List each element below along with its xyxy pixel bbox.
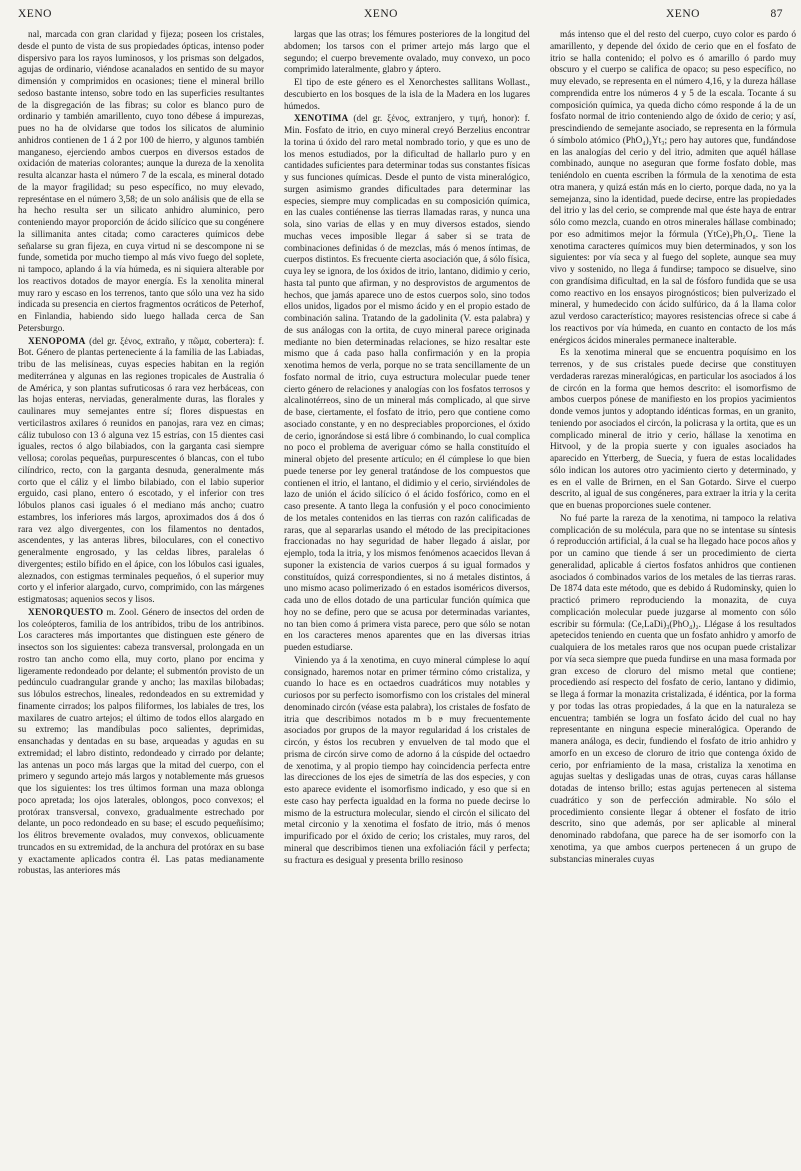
paragraph [18, 608, 264, 878]
paragraph-text: largas que las otras; los fémures posteriores de la longitud del abdomen; los tarsos con el primer artejo más largo que el segundo; el cuerpo brevemente ovalado, muy convexo, un poco comprimido lateralmente, glabro y áptero. [284, 30, 530, 76]
paragraph-text: nal, marcada con gran claridad y fijeza; poseen los cristales, desde el punto de vista de sus propiedades ópticas, intenso poder dispersivo para los rayos luminosos, y los prismas son delgados, agujas de ordinario, viéndose acanalados en sentido de su mayor dimensión y comprimidos en ocasiones; tiene el mineral brillo sedoso bastante intenso, sobre todo en las superficies resultantes de la disgregación de las fibras; su color es blanco puro de ordinario y también amarillento, cuyo tono débese á impurezas, pues no ha de olvidarse que todos los silicatos de aluminio anhidros contienen de 1 á 2 por 100 de hierro, y algunos también manganeso, ejerciendo ambos cuerpos en diversos estados de oxidación de materias colorantes; aunque la dureza de la xenolita resulta alcanzar hasta el número 7 de la escala, es mineral dotado de la mayor fragilidad; su peso específico, no muy elevado, represéntase en el número 3,58; de un solo análisis que de ella se ha hecho resulta ser un silicato anhidro aluminico, pero conteniendo mayor proporción de ácido silícico que su congénere la sillimanita antes citada; como caracteres químicos debe señalarse su gran fijeza, en cuya virtud ni se descompone ni se funde, sometida por mucho tiempo al más vivo fuego del soplete, ni tampoco, aplando á la vía húmeda, es ni siquiera alterable por los reactivos dotados de mayor energía. Es la xenolita mineral muy raro y escaso en los terrenos, tanto que sólo una vez ha sido indicada su presencia en ciertos fragmentos ocráticos de Peterhof, en Finlandia, habiendo sido luego hallada cerca de San Petersburgo. [18, 30, 264, 334]
paragraph [550, 348, 796, 513]
paragraph [284, 78, 530, 113]
paragraph-text: El tipo de este género es el Xenorchestes sallitans Wollast., descubierto en los bosques de la isla de la Madera en los lugares húmedos. [284, 78, 530, 112]
paragraph [284, 30, 530, 77]
header-right-word: XENO [666, 8, 700, 20]
paragraph-text: (del gr. ξένος, extranjero, y τιμή, honor): f. Min. Fosfato de itrio, en cuyo mineral creyó Berzelius encontrar la torina ú óxido del raro metal nombrado torio, y que es uno de los menos estudiados, por la dificultad de hallarlo puro y en cantidades suficientes para determinar todas sus constantes físicas y sus funciones químicas. Desde el punto de vista mineralógico, surgen asimismo grandes dificultades para determinar las especies, siempre muy complicadas en su composición química, en las cuales contiénense las tierras llamadas raras, y nunca una sola, sino varias de ellas y en muy diversos estados, siendo muchas veces imposible llegar á saber si se trata de combinaciones definidas ó de mezclas, más ó menos íntimas, de cuerpos distintos. Es frecuente cierta asociación que, á sólo física, cuya ley se ignora, de los óxidos de itrio, lantano, didimio y cerio, hasta tal punto que afirman, y no desprovistos de argumentos de hechos, que jamás aparece uno de estos cuerpos solo, sino todos ellos unidos, ligados por el mismo ácido y en el propio estado de combinación salina. Tratando de la gadolinita (V. esta palabra) y de sus análogas con la ortita, de cuyo mineral parece originada mediante no bien determinadas relaciones, se hizo resaltar este mismo que á cada paso halla confirmación y en la propia xenotima hemos de verla, porque no se trata sencillamente de un fosfato normal de itrio, cuya estructura molecular puede tener cierto género de relaciones y analogías con los fosfatos terrosos y alcalinotérreos, sino de un mineral más complicado, al que sirve de base, ciertamente, el fosfato de itrio, pero que contiene como asociado constante, y en no despreciables proporciones, el óxido de cerio, ignorándose si está libre ó combinando, lo cual complica no poco el problema de averiguar cómo se halla constituído el mineral objeto del presente artículo; en él cúmplese lo que bien puede tenerse por ley general tratándose de los compuestos que contienen el itrio, el lantano, el didimio y el cerio, sirviéndoles de lazo de unión el ácido silícico ó el ácido fosfórico, como en el caso presente. A tanto llega la confusión y el poco conocimiento de los metales contenidos en las tierras con razón calificadas de raras, que al separarlas usando el método de las precipitaciones fraccionadas no hay seguridad de haber llegado á aislar, por ejemplo, toda la itria, y los mismos fenómenos acaecidos llevan á suponer la existencia de varios cuerpos á su igual formados y constituídos, quizá correspondientes, si no á metales distintos, á uno mismo acaso polimerizado ó en estados isoméricos diversos, cada uno de ellos dotado de una particular función química que hoy no se define, pero que se acusa por determinadas variantes, no tan bien como á primera vista parece, pero que sólo se notan en los caracteres menos aparentes que en las diversas itrias pueden estudiarse. [284, 114, 530, 653]
paragraph-text: (del gr. ξένος, extraño, y πῶμα, cobertera): f. Bot. Género de plantas perteneciente á la familia de las Labiadas, tribu de las melisíneas, cuyas especies habitan en la región mediterránea y algunas en las regiones tropicales de Australia ó de América, y son plantas sufruticosas ó rara vez herbáceas, con las hojas enteras, nerviadas, generalmente duras, las florales y caulinares muy semejantes entre sí; flores dispuestas en verticilastros axilares ó reunidos en panojas, rara vez en cimas; cáliz tubuloso con 13 ó alguna vez 15 estrías, con 15 dientes casi iguales, rectos ó algo bilabiados, con la garganta casi siempre vellosa; corolas pequeñas, purpurescentes ó blancas, con el tubo cilíndrico, recto, con la garganta desnuda, generalmente más corto que el cáliz y el limbo bilabiado, con el labio superior erguido, casi plano, entero ó escotado, y el inferior con tres lóbulos planos casi iguales ó el mediano más ancho; cuatro estambres, los inferiores más largos, aproximados dos á dos ó rara vez algo divergentes, con los filamentos no dentados, ascendentes, y las anteras libres, biloculares, con el conectivo generalmente engrosado, y las celdas libres, paralelas ó divergentes; estilo bífido en el ápice, con los lóbulos casi iguales, aleznados, con estigmas terminales pequeños, ó el superior muy corto y el inferior alargado, curvo, comprimido, con las márgenes estigmatosas; aquenios secos y lisos. [18, 336, 264, 605]
text-column-1 [18, 30, 264, 1164]
entry-headword: XENOTIMA [294, 114, 349, 125]
header-center-word: XENO [364, 8, 398, 20]
header-left-word: XENO [18, 8, 52, 20]
paragraph [550, 30, 796, 347]
paragraph [284, 656, 530, 868]
paragraph [284, 114, 530, 655]
running-header [18, 8, 783, 26]
entry-headword: XENORQUESTO [28, 607, 104, 618]
page-number: 87 [770, 8, 783, 20]
entry-headword: XENOPOMA [28, 336, 86, 347]
text-column-2 [284, 30, 530, 1164]
paragraph-text: No fué parte la rareza de la xenotima, ni tampoco la relativa complicación de su molécula, para que no se intentase su síntesis ó reproducción artificial, á la cual se ha llegado hace pocos años y por un camino que tiende á ser un procedimiento de cierta generalidad, aplicable á ciertos fosfatos anhidros que contienen asociados ó combinados varios de los metales de las tierras raras. De 1874 data este método, que es debido á Rudominsky, quien lo practicó primero reproduciendo la monazita, de cuya complicación molecular puede juzgarse al momento con sólo escribir su fórmula: (Ce,LaDi)₃(PhO₄)₂. Llégase á los resultados apetecidos teniendo en cuenta que un fosfato anhidro y amorfo de cualquiera de los metales raros que nos ocupan puede cristalizar por vía seca siempre que pueda fundirse en una masa formada por gran exceso de cloruro del mismo metal que contiene; procediendo así respecto del fosfato de cerio, lantano y didimio, se llega á formar la monazita cristalizada, é idéntica, por la forma y por todas las otras propiedades, á la que en la naturaleza se encuentra; también se logra un fosfato ácido del cual no hay representante en ninguna especie mineralógica. Operando de manera análoga, es decir, fundiendo el fosfato de itrio anhidro y amorfo en un exceso de cloruro de itrio que contenga óxido de cerio, por enfriamiento de la masa, cristaliza la xenotima en agujas sueltas y desligadas unas de otras, cuyas caras hállanse dotadas de intenso brillo; estas agujas pertenecen al sistema cuadrático y son de perfección admirable. No sólo el procedimiento consiente llegar á obtener el fosfato de itrio descrito, sino que además, por ser aplicable al mineral denominado rabdofana, que parece ha de ser isomorfo con la xenotima, ya que ambos cuerpos pertenecen á un grupo de substancias minerales cuyas [550, 513, 796, 865]
text-column-3 [550, 30, 796, 1164]
paragraph [18, 30, 264, 336]
paragraph-text: Viniendo ya á la xenotima, en cuyo mineral cúmplese lo aquí consignado, haremos notar en primer término cómo cristaliza, y cuando lo hace es en octaedros cuadráticos muy notables y curiosos por su perfecto isomorfismo con los cristales del mineral denominado circón (véase esta palabra), los cristales de fosfato de itria que describimos notados m b 𝔳 muy frecuentemente asociados por grupos de la mayor regularidad á los cristales de circón, y éstos los recubren y envuelven de tal modo que el prisma de circón sirve como de adorno á la cúspide del octaedro de xenotima, y al propio tiempo hay coincidencia perfecta entre las direcciones de los ejes de simetría de las dos especies, y con esto aparece evidente el isomorfismo indicado, y eso que si en este caso hay perfecta igualdad en la forma no puede decirse lo mismo de la estructura molecular, siendo el circón el silicato del metal circonio y la xenotima el fosfato de itrio, más ó menos impurificado por el óxido de cerio; los cristales, muy raros, del mineral que describimos tienen una exfoliación fácil y perfecta; su fractura es desigual y presenta brillo resinoso [284, 655, 530, 866]
paragraph [550, 514, 796, 867]
paragraph-text: más intenso que el del resto del cuerpo, cuyo color es pardo ó amarillento, y depende del óxido de cerio que en el fosfato de itrio se halla contenido; el polvo es ó amarillo ó pardo muy obscuro y el cuerpo se califica de opaco; su peso específico, no muy elevado, se representa en el número 4,16, y la dureza hállase comprendida entre los números 4 y 5 de la escala. Tocante á su composición química, ya queda dicho cómo responde á la de un fosfato normal de itrio conteniendo algo de óxido de cerio; y así, prescindiendo de semejante asociado, se representa en la fórmula ó símbolo atómico (PhO₄)₂Yt₃; pero hay autores que, fundándose en las analogías del cerio y del itrio, admiten que aquél hállase combinado, aunque no aseguran que forme fosfato doble, mas teniéndolo en cuenta escriben la fórmula de la xenotima de esta otra manera, y quizá están más en lo cierto, porque dada, no ya la semejanza, sino la identidad, puede decirse, entre las propiedades del itrio y las del cerio, se comprende mal que éste haya de entrar sólo como mezcla, cuando en otros minerales hállase combinado; por eso admitimos mejor la fórmula (YtCe)₃Ph₂O₈. Tiene la xenotima caracteres químicos muy bien determinados, y son los siguientes: por vía seca y al fuego del soplete, aunque sea muy vivo y sostenido, no llega á fundirse; tampoco se disuelve, sino con grandísima dificultad, en la sal de fósforo fundida que se usa como reactivo en los ensayos pirognósticos; bien pulverizado el mineral, y humedecido con ácido sulfúrico, da á la llama color azul verdoso característico; mayores resistencias ofrece si cabe á los reactivos por vía húmeda, en cuanto en contacto de los más enérgicos ácidos minerales permanece inalterable. [550, 30, 796, 346]
paragraph-text: m. Zool. Género de insectos del orden de los coleópteros, familia de los antríbidos, tribu de los antribinos. Los caracteres más importantes que distinguen este género de insectos son los siguientes: cabeza transversal, prolongada en un rostro tan ancho como ella, muy corto, plano por encima y ligeramente redondeado por delante; el submentón provisto de un pedúnculo cuadrangular grande y ancho; las maxilas bilobadas; sus lóbulos estrechos, lineales, redondeados en su extremidad y finamente cirrados; los palpos filiformes, los labiales de tres, los maxilares de cuatro artejos; el último de todos ellos alargado en su extremo; las mandíbulas poco salientes, deprimidas, ensanchadas y dentadas en su base, arqueadas y agudas en su extremidad; el labro distinto, redondeado y cirrado por delante; las antenas un poco más largas que la mitad del cuerpo, con el primero y segundo artejo más largos y notablemente más gruesos que los siguientes: los tres últimos forman una maza oblonga poco apretada; los ojos laterales, oblongos, poco convexos; el protórax transversal, convexo, gradualmente estrechado por delante, un poco redondeado en su base; el escudo pequeñísimo; los élitros brevemente ovalados, muy convexos, oblicuamente truncados en su extremidad, de la anchura del protórax en su base y exactamente aplicados contra él. Las patas medianamente robustas, las anteriores más [18, 607, 264, 877]
paragraph [18, 337, 264, 607]
paragraph-text: Es la xenotima mineral que se encuentra poquísimo en los terrenos, y de sus cristales puede decirse que constituyen verdaderas rarezas mineralógicas, en particular los asociados á los de circón en la forma que hemos descrito: el isomorfismo de ambos cuerpos pónese de manifiesto en los propios yacimientos donde vemos juntos y adoptando idénticas formas, en un granito, teniendo por asociados el circón, la policrasa y la ortita, que es un complicado mineral de itrio y cerio, hállase la xenotima en Hitvool, y de la propia suerte y con iguales asociados ha aparecido en Ytterberg, de Suecia, y fuera de estas localidades sólo indican los autores otro yacimiento cierto y determinado, y es en el valle de Brirnen, en el San Gotardo. Sirve el cuerpo descrito, al igual de sus congéneres, para extraer la itria y la cerita que en buenas proporciones suele contener. [550, 348, 796, 511]
